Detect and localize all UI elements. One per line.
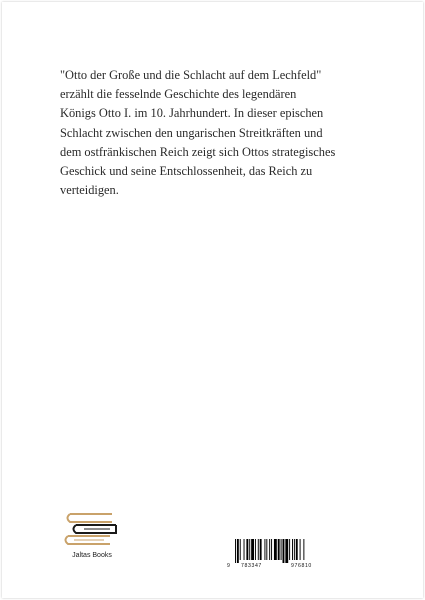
barcode-bar bbox=[296, 539, 298, 560]
barcode-bar bbox=[281, 539, 282, 560]
isbn-barcode bbox=[223, 538, 345, 568]
barcode-bar bbox=[255, 539, 256, 560]
barcode-bar bbox=[269, 539, 270, 560]
barcode-bar bbox=[235, 539, 236, 563]
barcode-bar bbox=[283, 539, 285, 563]
barcode-bar bbox=[300, 539, 301, 560]
publisher-name: Jaltas Books bbox=[72, 552, 112, 559]
isbn-digits bbox=[223, 563, 345, 571]
blurb-line: verteidigen. bbox=[60, 183, 119, 198]
back-cover bbox=[2, 2, 423, 598]
blurb-line: Geschick und seine Entschlossenheit, das Reich zu bbox=[60, 164, 313, 179]
blurb-line: Schlacht zwischen den ungarischen Streitkräften und bbox=[60, 125, 323, 140]
blurb-line: Königs Otto I. im 10. Jahrhundert. In dieser epischen bbox=[60, 106, 324, 121]
blurb-text bbox=[60, 66, 380, 200]
barcode-bar bbox=[285, 539, 288, 563]
barcode-bar bbox=[303, 539, 304, 560]
isbn-group-2: 976810 bbox=[291, 563, 312, 569]
barcode-bar bbox=[266, 539, 267, 560]
barcode-bar bbox=[294, 539, 295, 560]
barcode-bars bbox=[235, 539, 335, 563]
isbn-group-1: 783347 bbox=[241, 563, 262, 569]
barcode-bar bbox=[244, 539, 245, 560]
barcode-bar bbox=[237, 539, 239, 563]
barcode-bar bbox=[246, 539, 248, 560]
barcode-bar bbox=[292, 539, 293, 560]
barcode-bar bbox=[289, 539, 290, 560]
barcode-bar bbox=[278, 539, 280, 560]
barcode-bar bbox=[274, 539, 277, 560]
barcode-bar bbox=[260, 539, 262, 560]
barcode-bar bbox=[251, 539, 254, 560]
blurb-line: dem ostfränkischen Reich zeigt sich Ottos strategisches bbox=[60, 144, 336, 159]
barcode-bar bbox=[264, 539, 265, 560]
blurb-line: erzählt die fesselnde Geschichte des legendären bbox=[60, 87, 297, 102]
barcode-bar bbox=[258, 539, 259, 560]
isbn-first-digit: 9 bbox=[227, 563, 231, 569]
publisher-logo-icon bbox=[60, 510, 130, 570]
blurb-line: "Otto der Große und die Schlacht auf dem Lechfeld" bbox=[60, 68, 322, 82]
stacked-books-icon bbox=[60, 510, 130, 552]
barcode-bar bbox=[249, 539, 250, 560]
barcode-bar bbox=[271, 539, 272, 560]
barcode-bar bbox=[240, 539, 241, 560]
